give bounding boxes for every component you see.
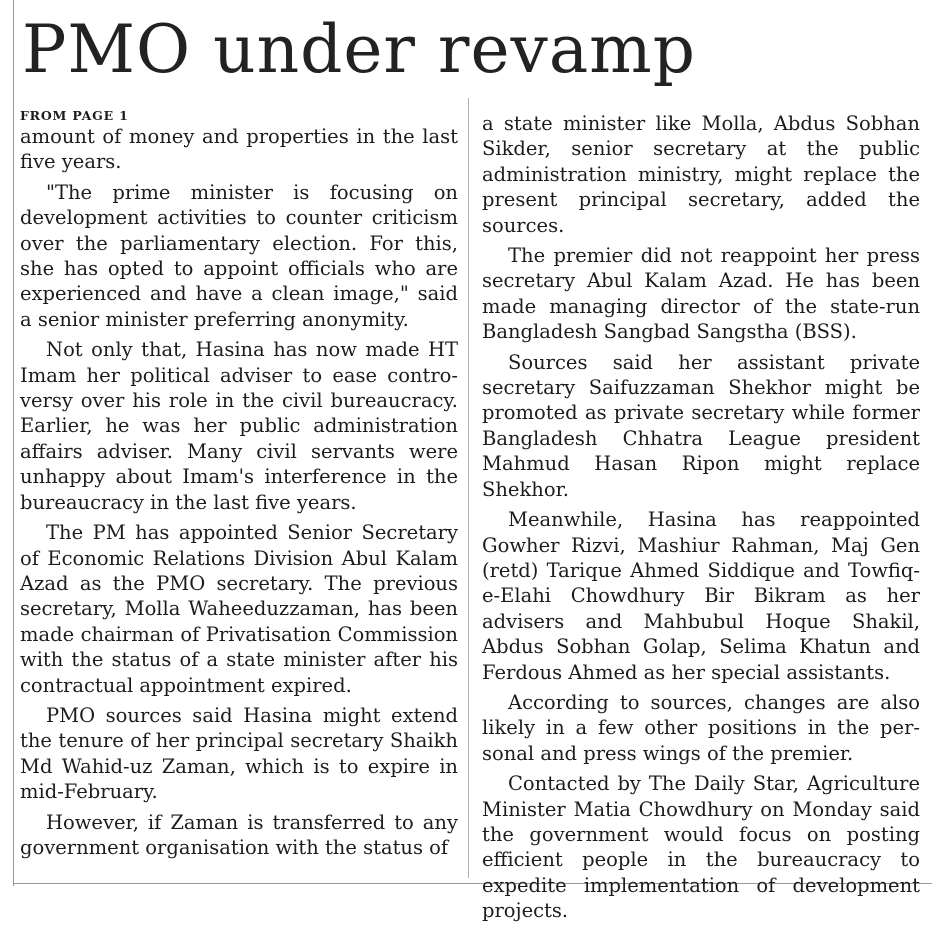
headline: PMO under revamp — [22, 11, 697, 88]
paragraph: The premier did not reappoint her press secretary Abul Kalam Azad. He has been made managing director of the state-run Bangladesh Sangbad Sangstha (BSS). — [482, 244, 920, 344]
kicker: FROM PAGE 1 — [20, 108, 129, 123]
paragraph: Sources said her assistant private secretary Saifuzzaman Shekhor might be promoted as private secretary while former Bangladesh Chhatra League president Mahmud Hasan Ripon might replace Shekhor. — [482, 350, 920, 501]
paragraph: However, if Zaman is transferred to any government organisation with the status of — [20, 810, 458, 859]
paragraph: amount of money and properties in the last five years. — [20, 125, 458, 174]
left-border-rule — [13, 0, 14, 886]
article-column-left — [20, 108, 458, 865]
paragraph: According to sources, changes are also likely in a few other positions in the personal and press wings of the premier. — [482, 690, 920, 765]
paragraph: Not only that, Hasina has now made HT Imam her political adviser to ease controversy over his role in the civil bureaucracy. Earlier, he was her public administration affairs adviser. Many civil servants were unhappy about Imam's interference in the bureaucracy in the last five years. — [20, 338, 458, 514]
paragraph: Contacted by The Daily Star, Agriculture Minister Matia Chowdhury on Monday said the government would focus on posting efficient people in the bureaucracy to expedite implementation of development projects. — [482, 772, 920, 923]
paragraph: a state minister like Molla, Abdus Sobhan Sikder, senior secretary at the public administration ministry, might replace the present principal secretary, added the sources. — [482, 112, 920, 237]
paragraph: Meanwhile, Hasina has reappointed Gowher Rizvi, Mashiur Rahman, Maj Gen (retd) Tarique Ahmed Siddique and Towfiq-e-Elahi Chowdhury Bir Bikram as her advisers and Mahbubul Hoque Shakil, Abdus Sobhan Golap, Selima Khatun and Ferdous Ahmed as her special assistants. — [482, 508, 920, 684]
article-column-right — [482, 111, 920, 929]
paragraph: PMO sources said Hasina might extend the tenure of her principal secretary Shaikh Md Wahid-uz Zaman, which is to expire in mid-February. — [20, 703, 458, 804]
paragraph: "The prime minister is focusing on development activities to counter criticism over the parliamentary election. For this, she has opted to appoint officials who are experienced and have a clean image," said a senior minister preferring anonymity. — [20, 180, 458, 331]
paragraph: The PM has appointed Senior Secretary of Economic Relations Division Abul Kalam Azad as the PMO secretary. The previous secretary, Molla Waheeduzzaman, has been made chairman of Privatisation Commission with the status of a state minister after his contractual appointment expired. — [20, 521, 458, 697]
column-divider — [468, 98, 469, 878]
